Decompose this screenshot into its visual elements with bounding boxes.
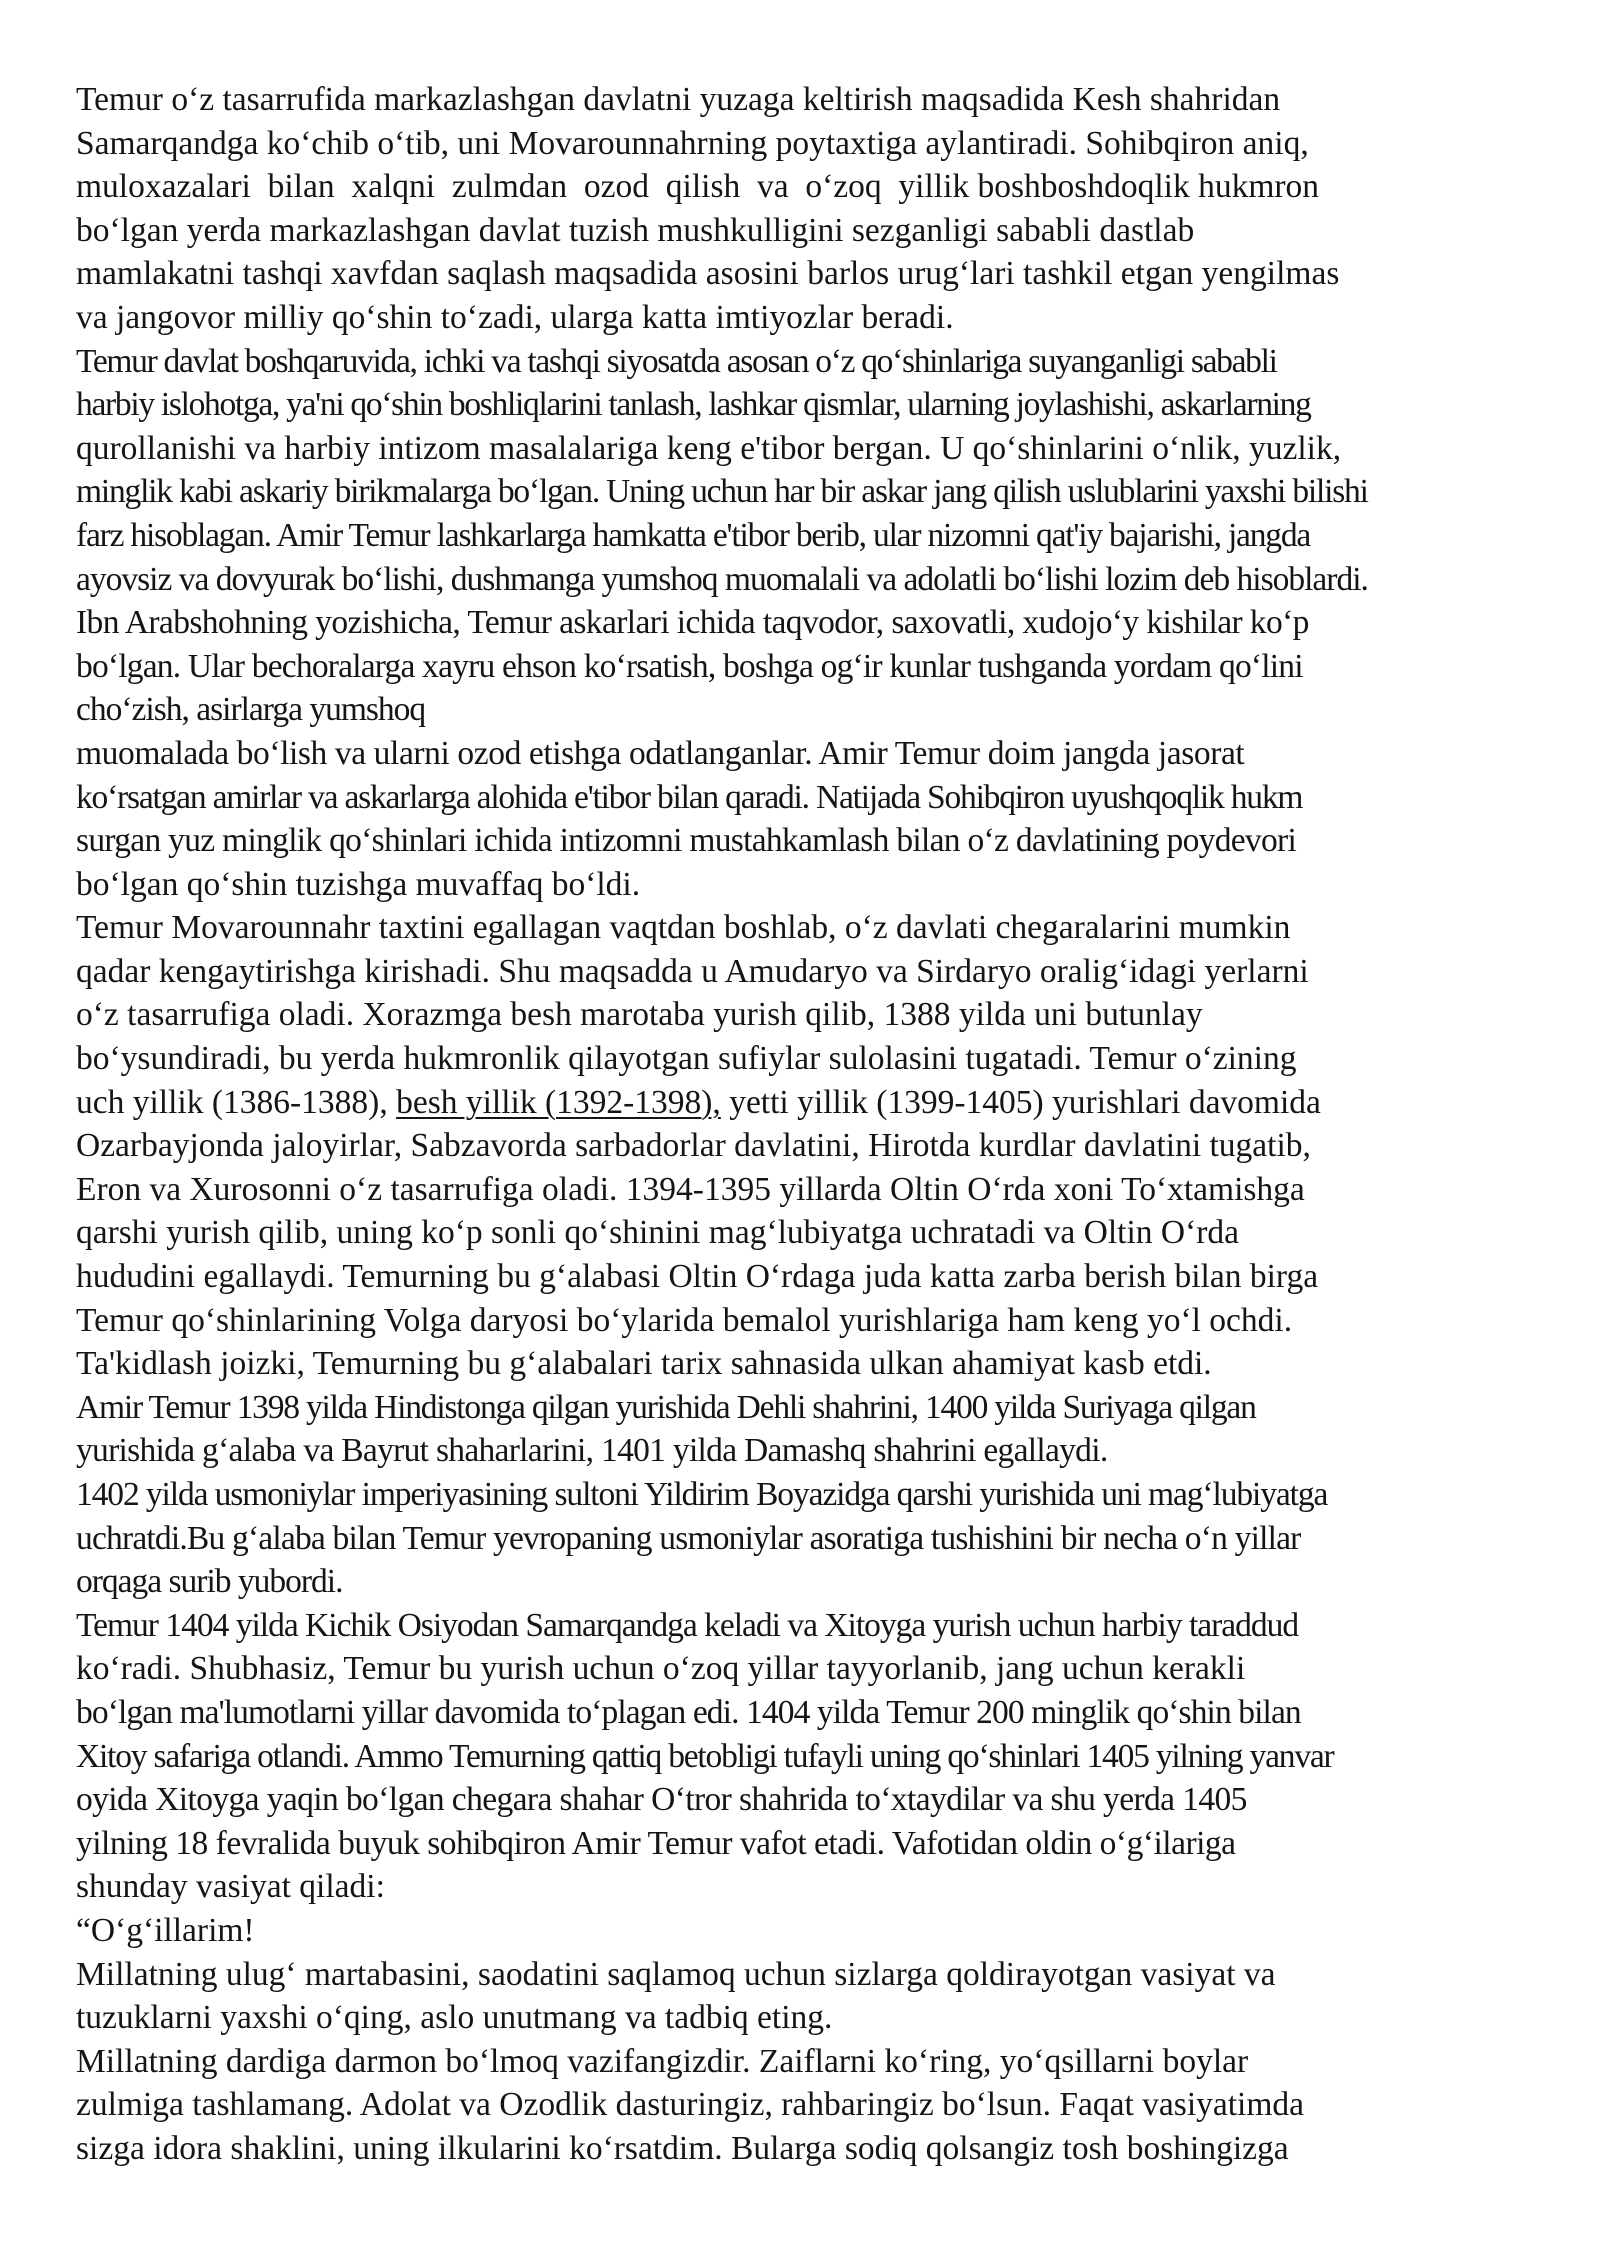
text-line: Temur 1404 yilda Kichik Osiyodan Samarqandga keladi va Xitoyga yurish uchun harbiy taraddud — [76, 1606, 1299, 1644]
text-line: tuzuklarni yaxshi o‘qing, aslo unutmang va tadbiq eting. — [76, 1999, 833, 2037]
text-line: ko‘rsatgan amirlar va askarlarga alohida e'tibor bilan qaradi. Natijada Sohibqiron uyushqoqlik hukm — [76, 778, 1303, 816]
document-page — [76, 78, 1536, 2171]
text-line: orqaga surib yubordi. — [76, 1563, 343, 1601]
text-line: Ta'kidlash joizki, Temurning bu g‘alabalari tarix sahnasida ulkan ahamiyat kasb etdi. — [76, 1345, 1212, 1383]
text-line: qurollanishi va harbiy intizom masalalariga keng e'tibor bergan. U qo‘shinlarini o‘nlik, yuzlik, — [76, 429, 1342, 467]
text-line: Ozarbayjonda jaloyirlar, Sabzavorda sarbadorlar davlatini, Hirotda kurdlar davlatini tugatib, — [76, 1127, 1311, 1165]
text-line: zulmiga tashlamang. Adolat va Ozodlik dasturingiz, rahbaringiz bo‘lsun. Faqat vasiyatimda — [76, 2086, 1305, 2124]
text-line: yurishida g‘alaba va Bayrut shaharlarini, 1401 yilda Damashq shahrini egallaydi. — [76, 1432, 1108, 1470]
text-line: Ibn Arabshohning yozishicha, Temur askarlari ichida taqvodor, saxovatli, xudojo‘y kishilar ko‘p — [76, 604, 1309, 642]
text-line: surgan yuz minglik qo‘shinlari ichida intizomni mustahkamlash bilan o‘z davlatining poydevori — [76, 822, 1297, 860]
text-line: 1402 yilda usmoniylar imperiyasining sultoni Yildirim Boyazidga qarshi yurishida uni mag‘lubiyatga — [76, 1476, 1328, 1513]
text-line: qarshi yurish qilib, uning ko‘p sonli qo‘shinini mag‘lubiyatga uchratadi va Oltin O‘rda — [76, 1214, 1239, 1252]
text-line: oyida Xitoyga yaqin bo‘lgan chegara shahar O‘tror shahrida to‘xtaydilar va shu yerda 1405 — [76, 1781, 1247, 1819]
text-line: Millatning dardiga darmon bo‘lmoq vazifangizdir. Zaiflarni ko‘ring, yo‘qsillarni boylar — [76, 2042, 1249, 2080]
text-line: ko‘radi. Shubhasiz, Temur bu yurish uchun o‘zoq yillar tayyorlanib, jang uchun kerakli — [76, 1650, 1246, 1688]
text-line: harbiy islohotga, ya'ni qo‘shin boshliqlarini tanlash, lashkar qismlar, ularning joylashishi, askarlarning — [76, 386, 1311, 424]
text-line: Samarqandga ko‘chib o‘tib, uni Movarounnahrning poytaxtiga aylantiradi. Sohibqiron aniq, — [76, 124, 1309, 162]
text-line: muloxazalari bilan xalqni zulmdan ozod qilish va o‘zoq yillik boshboshdoqlik hukmron — [76, 168, 1320, 206]
text-line: bo‘ysundiradi, bu yerda hukmronlik qilayotgan sufiylar sulolasini tugatadi. Temur o‘zining — [76, 1040, 1297, 1078]
text-line: muomalada bo‘lish va ularni ozod etishga odatlanganlar. Amir Temur doim jangda jasorat — [76, 734, 1245, 772]
text-line: Millatning ulug‘ martabasini, saodatini saqlamoq uchun sizlarga qoldirayotgan vasiyat va — [76, 1955, 1276, 1993]
text-line — [76, 1081, 1536, 1125]
text-line: Temur davlat boshqaruvida, ichki va tashqi siyosatda asosan o‘z qo‘shinlariga suyanganligi sababli — [76, 342, 1277, 380]
text-line: bo‘lgan ma'lumotlarni yillar davomida to‘plagan edi. 1404 yilda Temur 200 minglik qo‘shin bilan — [76, 1693, 1301, 1731]
text-line: va jangovor milliy qo‘shin to‘zadi, ularga katta imtiyozlar beradi. — [76, 298, 954, 336]
text-segment: uch yillik (1386-1388), — [76, 1083, 397, 1121]
text-line: yilning 18 fevralida buyuk sohibqiron Amir Temur vafot etadi. Vafotidan oldin o‘g‘ilariga — [76, 1824, 1236, 1862]
text-line: “O‘g‘illarim! — [76, 1911, 255, 1949]
text-line: cho‘zish, asirlarga yumshoq — [76, 691, 426, 729]
text-line: Temur o‘z tasarrufida markazlashgan davlatni yuzaga keltirish maqsadida Kesh shahridan — [76, 81, 1281, 118]
text-line: ayovsiz va dovyurak bo‘lishi, dushmanga yumshoq muomalali va adolatli bo‘lishi lozim deb hisoblardi. — [76, 560, 1368, 598]
text-line: minglik kabi askariy birikmalarga bo‘lgan. Uning uchun har bir askar jang qilish uslublarini yaxshi bilishi — [76, 473, 1368, 511]
underlined-text: besh yillik (1392-1398), — [396, 1083, 721, 1121]
text-line: bo‘lgan yerda markazlashgan davlat tuzish mushkulligini sezganligi sababli dastlab — [76, 211, 1195, 249]
text-line: hududini egallaydi. Temurning bu g‘alabasi Oltin O‘rdaga juda katta zarba berish bilan birga — [76, 1258, 1319, 1296]
text-line: mamlakatni tashqi xavfdan saqlash maqsadida asosini barlos urug‘lari tashkil etgan yengilmas — [76, 255, 1340, 293]
text-line: o‘z tasarrufiga oladi. Xorazmga besh marotaba yurish qilib, 1388 yilda uni butunlay — [76, 996, 1203, 1034]
text-segment: yetti yillik (1399-1405) yurishlari davomida — [720, 1083, 1321, 1121]
text-line: uchratdi.Bu g‘alaba bilan Temur yevropaning usmoniylar asoratiga tushishini bir necha o‘n yillar — [76, 1519, 1301, 1557]
text-line: qadar kengaytirishga kirishadi. Shu maqsadda u Amudaryo va Sirdaryo oralig‘idagi yerlarni — [76, 952, 1309, 990]
text-line: Eron va Xurosonni o‘z tasarrufiga oladi. 1394-1395 yillarda Oltin O‘rda xoni To‘xtamishga — [76, 1170, 1305, 1208]
text-line: shunday vasiyat qiladi: — [76, 1868, 385, 1906]
text-line: bo‘lgan qo‘shin tuzishga muvaffaq bo‘ldi. — [76, 865, 641, 903]
text-line: farz hisoblagan. Amir Temur lashkarlarga hamkatta e'tibor berib, ular nizomni qat'iy bajarishi, jangda — [76, 516, 1311, 554]
text-line: sizga idora shaklini, uning ilkularini ko‘rsatdim. Bularga sodiq qolsangiz tosh boshingizga — [76, 2129, 1289, 2167]
text-line: Xitoy safariga otlandi. Ammo Temurning qattiq betobligi tufayli uning qo‘shinlari 1405 yilning yanvar — [76, 1737, 1334, 1775]
text-line: bo‘lgan. Ular bechoralarga xayru ehson ko‘rsatish, boshga og‘ir kunlar tushganda yordam qo‘lini — [76, 647, 1303, 685]
text-line: Temur qo‘shinlarining Volga daryosi bo‘ylarida bemalol yurishlariga ham keng yo‘l ochdi. — [76, 1301, 1293, 1339]
text-line: Temur Movarounnahr taxtini egallagan vaqtdan boshlab, o‘z davlati chegaralarini mumkin — [76, 909, 1291, 947]
text-line: Amir Temur 1398 yilda Hindistonga qilgan yurishida Dehli shahrini, 1400 yilda Suriyaga qilgan — [76, 1388, 1256, 1426]
